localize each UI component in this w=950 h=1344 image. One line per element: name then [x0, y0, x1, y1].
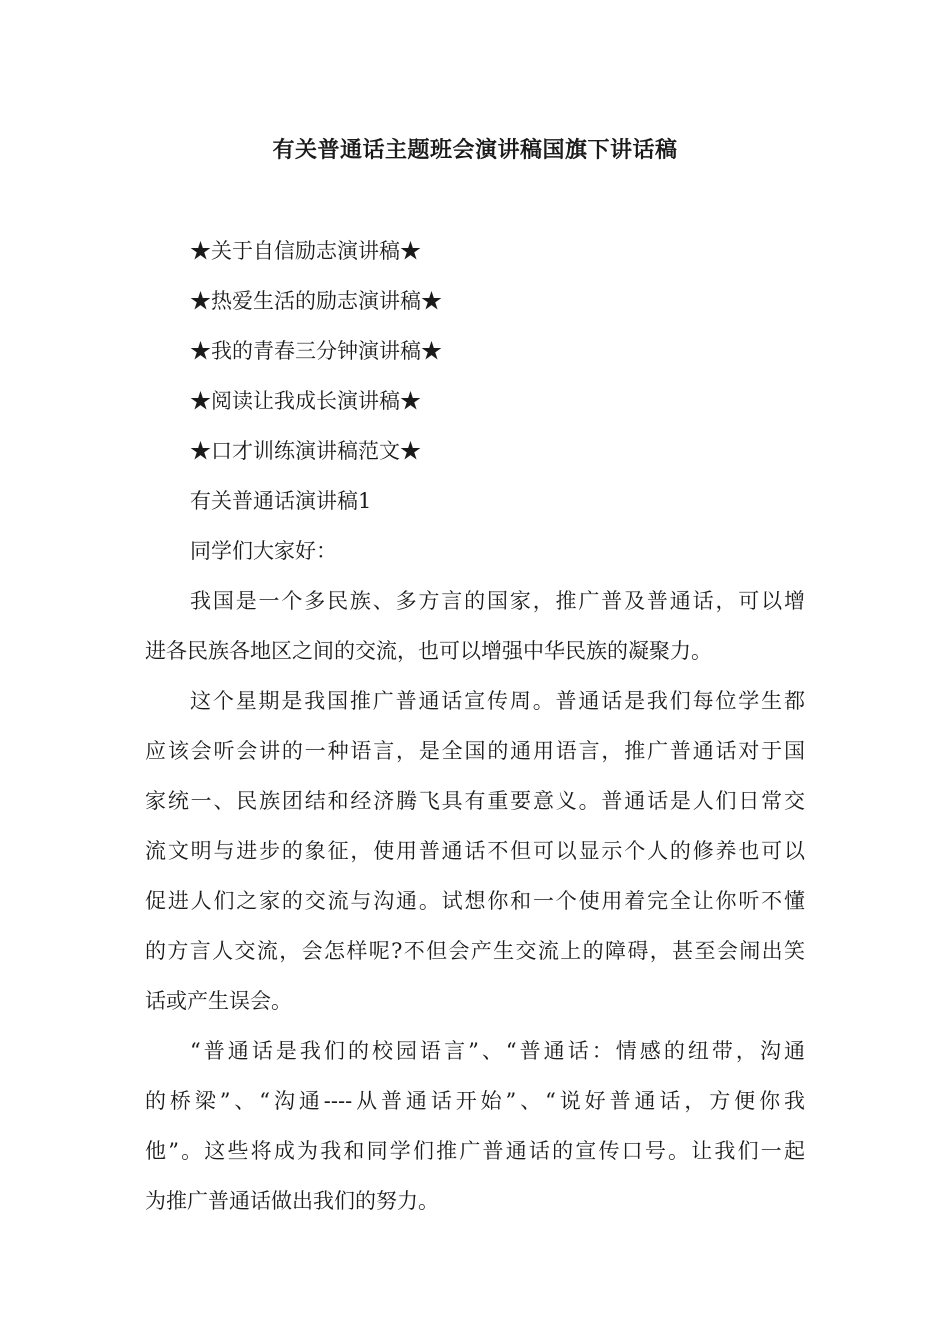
paragraph-line: 话或产生误会。: [145, 989, 292, 1013]
paragraph-line: 这个星期是我国推广普通话宣传周。普通话是我们每位学生都: [190, 689, 805, 713]
paragraph-line: 他”。这些将成为我和同学们推广普通话的宣传口号。让我们一起: [145, 1139, 805, 1163]
paragraph-line: 我国是一个多民族、多方言的国家，推广普及普通话，可以增: [190, 589, 805, 613]
paragraph-line: 进各民族各地区之间的交流，也可以增强中华民族的凝聚力。: [145, 639, 712, 663]
paragraph-line: 应该会听会讲的一种语言，是全国的通用语言，推广普通话对于国: [145, 739, 805, 763]
paragraph-line: 促进人们之家的交流与沟通。试想你和一个使用着完全让你听不懂: [145, 889, 805, 913]
related-link[interactable]: ★口才训练演讲稿范文★: [190, 439, 421, 463]
paragraph-line: 家统一、民族团结和经济腾飞具有重要意义。普通话是人们日常交: [145, 789, 805, 813]
related-link[interactable]: ★关于自信励志演讲稿★: [190, 239, 421, 263]
paragraph-line: 为推广普通话做出我们的努力。: [145, 1189, 439, 1213]
paragraph-line: “普通话是我们的校园语言”、“普通话：情感的纽带，沟通: [190, 1039, 805, 1063]
related-link[interactable]: ★我的青春三分钟演讲稿★: [190, 339, 442, 363]
section-heading: 有关普通话演讲稿1: [190, 489, 372, 513]
greeting: 同学们大家好：: [190, 539, 337, 563]
related-link[interactable]: ★热爱生活的励志演讲稿★: [190, 289, 442, 313]
paragraph-line: 的方言人交流，会怎样呢?不但会产生交流上的障碍，甚至会闹出笑: [145, 939, 805, 963]
document-title: 有关普通话主题班会演讲稿国旗下讲话稿: [272, 138, 678, 163]
paragraph-line: 的桥梁”、“沟通----从普通话开始”、“说好普通话，方便你我: [145, 1089, 805, 1113]
related-link[interactable]: ★阅读让我成长演讲稿★: [190, 389, 421, 413]
paragraph-line: 流文明与进步的象征，使用普通话不但可以显示个人的修养也可以: [145, 839, 805, 863]
